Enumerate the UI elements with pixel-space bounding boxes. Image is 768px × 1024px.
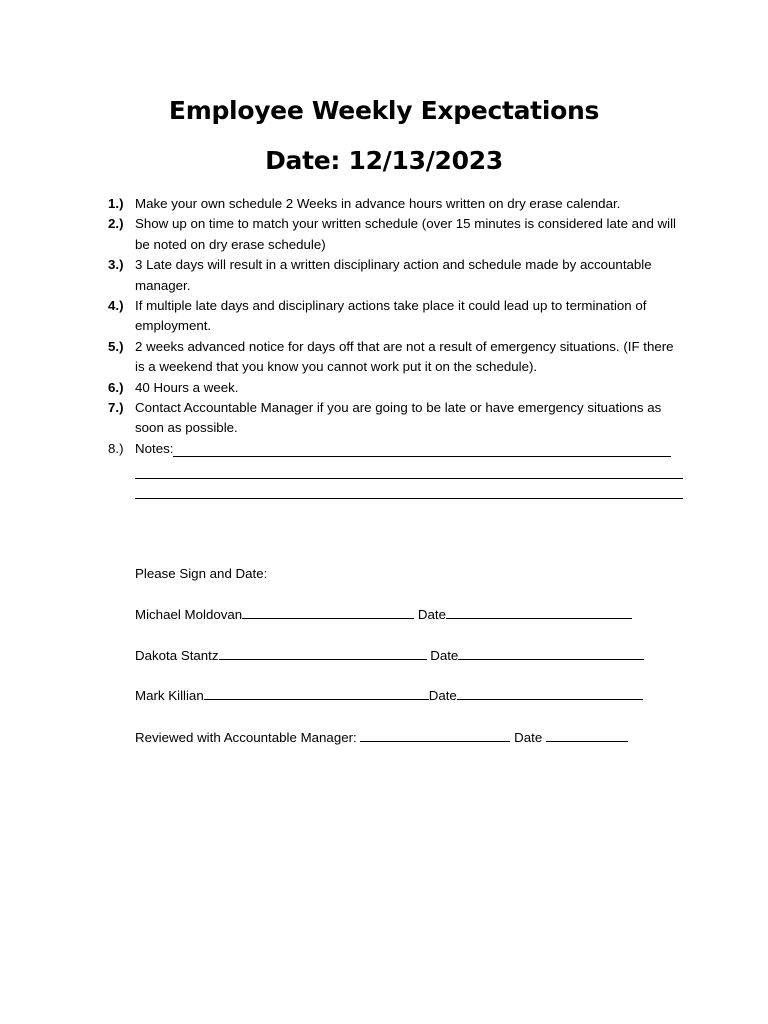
manager-signature-line[interactable] <box>360 728 510 742</box>
signature-row <box>135 686 695 705</box>
date-line[interactable] <box>458 646 644 660</box>
document-date: Date: 12/13/2023 <box>265 146 503 175</box>
item-number: 6.) <box>108 379 124 395</box>
sign-prompt: Please Sign and Date: <box>135 566 268 581</box>
date-label: Date <box>428 688 457 703</box>
review-label: Reviewed with Accountable Manager: <box>135 730 357 745</box>
item-text: If multiple late days and disciplinary actions take place it could lead up to termination of employment. <box>135 298 647 334</box>
date-label: Date <box>430 648 459 663</box>
notes-item <box>108 439 683 459</box>
item-text: 2 weeks advanced notice for days off that are not a result of emergency situations. (IF there is a weekend that you know you cannot work put it on the schedule). <box>135 338 674 375</box>
document-title: Employee Weekly Expectations <box>168 96 600 125</box>
item-text: 3 Late days will result in a written disciplinary action and schedule made by accountable manager. <box>135 257 652 293</box>
list-item <box>108 296 683 337</box>
list-item <box>108 214 683 255</box>
review-row <box>135 728 695 747</box>
item-number: 1.) <box>108 196 124 211</box>
signature-row <box>135 646 695 665</box>
date-line[interactable] <box>446 605 632 619</box>
notes-line[interactable] <box>173 439 671 457</box>
item-number: 5.) <box>108 338 124 354</box>
signature-row <box>135 605 695 624</box>
expectations-list <box>108 194 683 499</box>
item-number: 4.) <box>108 298 124 314</box>
signature-line[interactable] <box>204 686 429 700</box>
list-item <box>108 378 683 398</box>
item-number: 2.) <box>108 216 124 232</box>
list-item <box>108 255 683 296</box>
item-text: 40 Hours a week. <box>135 379 239 395</box>
signature-line[interactable] <box>242 605 414 619</box>
notes-line[interactable] <box>135 479 683 499</box>
item-text: Make your own schedule 2 Weeks in advance hours written on dry erase calendar. <box>135 196 621 211</box>
item-number: 3.) <box>108 257 124 273</box>
date-line[interactable] <box>546 728 628 742</box>
signer-name: Dakota Stantz <box>135 648 219 663</box>
item-number: 8.) <box>108 440 124 456</box>
signature-line[interactable] <box>219 646 427 660</box>
signer-name: Mark Killian <box>135 688 204 703</box>
list-item <box>108 398 683 439</box>
date-line[interactable] <box>457 686 643 700</box>
date-label: Date <box>514 730 543 745</box>
list-item <box>108 194 683 214</box>
list-item <box>108 337 683 378</box>
notes-label: Notes: <box>135 440 174 456</box>
item-number: 7.) <box>108 400 124 416</box>
notes-line[interactable] <box>135 459 683 479</box>
item-text: Contact Accountable Manager if you are going to be late or have emergency situations as soon as possible. <box>135 400 662 436</box>
signer-name: Michael Moldovan <box>135 607 243 622</box>
item-text: Show up on time to match your written schedule (over 15 minutes is considered late and will be noted on dry erase schedule) <box>135 216 677 252</box>
date-label: Date <box>417 607 446 622</box>
